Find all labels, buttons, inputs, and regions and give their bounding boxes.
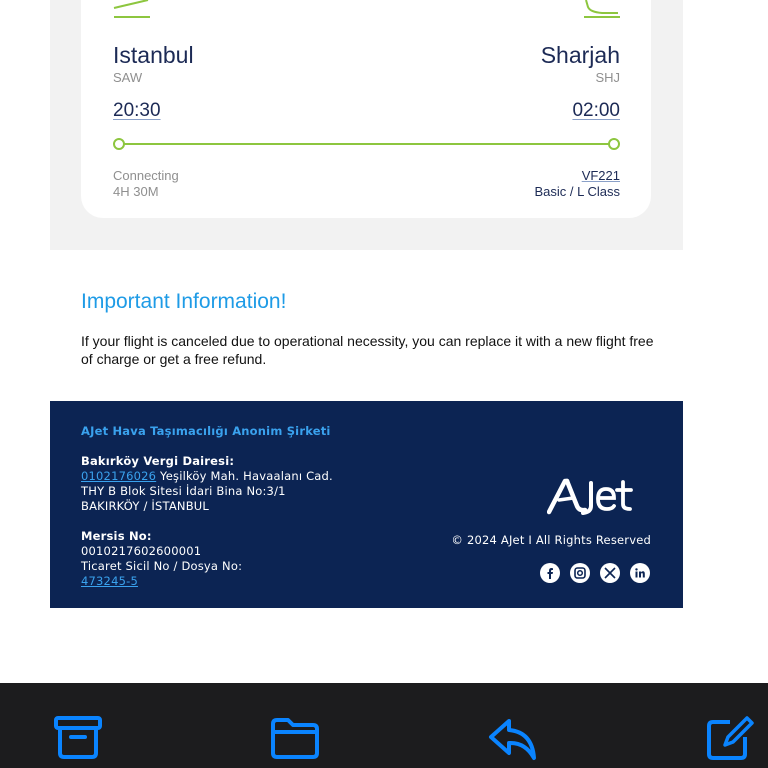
registry-block bbox=[81, 529, 242, 589]
tax-number-link[interactable]: 0102176026 bbox=[81, 469, 157, 483]
flight-number[interactable]: VF221 bbox=[581, 168, 620, 183]
info-text: If your flight is canceled due to operational necessity, you can replace it with a new flight free of charge or get a free refund. bbox=[81, 333, 654, 367]
route-end-dot bbox=[608, 138, 620, 150]
compose-icon[interactable] bbox=[704, 715, 754, 761]
duration-label: 4H 30M bbox=[113, 184, 159, 199]
registry-label: Ticaret Sicil No / Dosya No: bbox=[81, 559, 243, 573]
route-line bbox=[113, 138, 620, 150]
departure-time[interactable]: 20:30 bbox=[113, 100, 161, 121]
address-block bbox=[81, 454, 333, 514]
mail-toolbar bbox=[0, 683, 768, 768]
origin-code: SAW bbox=[113, 70, 143, 85]
flight-card bbox=[81, 0, 651, 218]
landing-icon bbox=[582, 0, 622, 20]
copyright-text: © 2024 AJet I All Rights Reserved bbox=[451, 533, 651, 547]
archive-icon[interactable] bbox=[53, 715, 103, 761]
tax-office-label: Bakırköy Vergi Dairesi: bbox=[81, 454, 235, 468]
social-links bbox=[540, 563, 650, 583]
destination-city: Sharjah bbox=[540, 42, 620, 68]
registry-number-link[interactable]: 473245-5 bbox=[81, 574, 138, 588]
info-title: Important Information! bbox=[81, 290, 287, 313]
x-icon[interactable] bbox=[600, 563, 620, 583]
destination-code: SHJ bbox=[595, 70, 620, 85]
route-start-dot bbox=[113, 138, 125, 150]
address-line-2: THY B Blok Sitesi İdari Bina No:3/1 bbox=[81, 484, 286, 498]
fare-class: Basic / L Class bbox=[534, 184, 620, 199]
flight-section bbox=[50, 0, 683, 250]
mersis-label: Mersis No: bbox=[81, 529, 152, 543]
facebook-icon[interactable] bbox=[540, 563, 560, 583]
takeoff-icon bbox=[112, 0, 152, 20]
address-line-3: BAKIRKÖY / İSTANBUL bbox=[81, 499, 210, 513]
instagram-icon[interactable] bbox=[570, 563, 590, 583]
reply-icon[interactable] bbox=[487, 715, 537, 761]
ajet-logo bbox=[547, 476, 653, 516]
arrival-time[interactable]: 02:00 bbox=[572, 100, 620, 121]
mersis-number: 0010217602600001 bbox=[81, 544, 202, 558]
address-line-1 bbox=[81, 469, 333, 484]
email-footer bbox=[50, 401, 683, 608]
company-name: AJet Hava Taşımacılığı Anonim Şirketi bbox=[81, 424, 331, 438]
stops-label: Connecting bbox=[113, 168, 179, 183]
folder-icon[interactable] bbox=[270, 715, 320, 761]
linkedin-icon[interactable] bbox=[630, 563, 650, 583]
address-street: Yeşilköy Mah. Havaalanı Cad. bbox=[156, 469, 333, 483]
route-track bbox=[119, 143, 614, 145]
origin-city: Istanbul bbox=[113, 42, 194, 68]
